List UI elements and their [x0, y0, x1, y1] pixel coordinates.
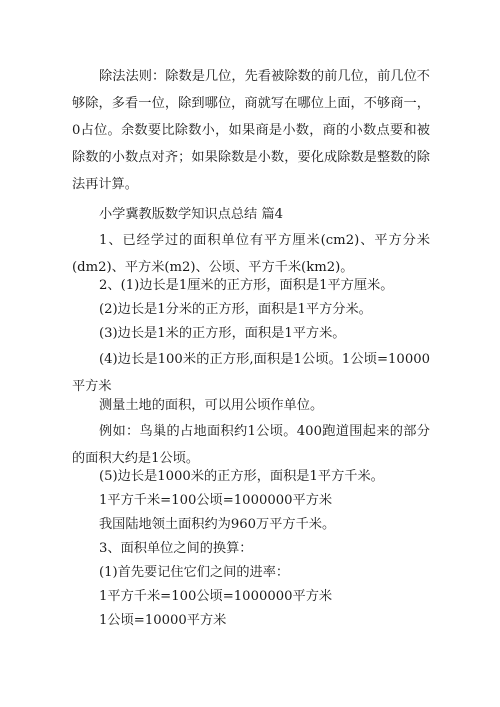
square-dm-item: (2)边长是1分米的正方形，面积是1平方分米。	[99, 302, 372, 317]
section-title: 小学冀教版数学知识点总结 篇4	[99, 207, 284, 222]
division-rule-paragraph: 除法法则：除数是几位，先看被除数的前几位，前几位不够除，多看一位，除到哪位，商就写在哪位上面，不够商一，0占位。余数要比除数小，如果商是小数，商的小数点要和被除数的小数点对齐；如果除数是小数，要化成除数是整数的除法再计算。	[72, 69, 430, 192]
square-km-item: (5)边长是1000米的正方形，面积是1平方千米。	[99, 469, 384, 484]
area-units-item: 1、已经学过的面积单位有平方厘米(cm2)、平方分米(dm2)、平方米(m2)、公顷、平方千米(km2)。	[72, 233, 430, 275]
land-measure-text: 测量土地的面积，可以用公顷作单位。	[99, 398, 324, 413]
conversion-heading: 3、面积单位之间的换算：	[99, 541, 253, 556]
square-cm-item: 2、(1)边长是1厘米的正方形，面积是1平方厘米。	[99, 278, 394, 293]
conversion-line-3: 1公顷=10000平方米	[99, 613, 227, 628]
conversion-line-2: 1平方千米=100公顷=1000000平方米	[99, 589, 333, 604]
example-paragraph: 例如：鸟巢的占地面积约1公顷。400跑道围起来的部分的面积大约是1公顷。	[72, 424, 430, 466]
hectare-item: (4)边长是100米的正方形,面积是1公顷。1公顷=10000平方米	[72, 352, 430, 394]
conversion-line-1: 1平方千米=100公顷=1000000平方米	[99, 493, 333, 508]
china-area-text: 我国陆地领土面积约为960万平方千米。	[99, 517, 336, 532]
square-m-item: (3)边长是1米的正方形，面积是1平方米。	[99, 326, 346, 341]
rates-intro: (1)首先要记住它们之间的进率：	[99, 565, 290, 580]
